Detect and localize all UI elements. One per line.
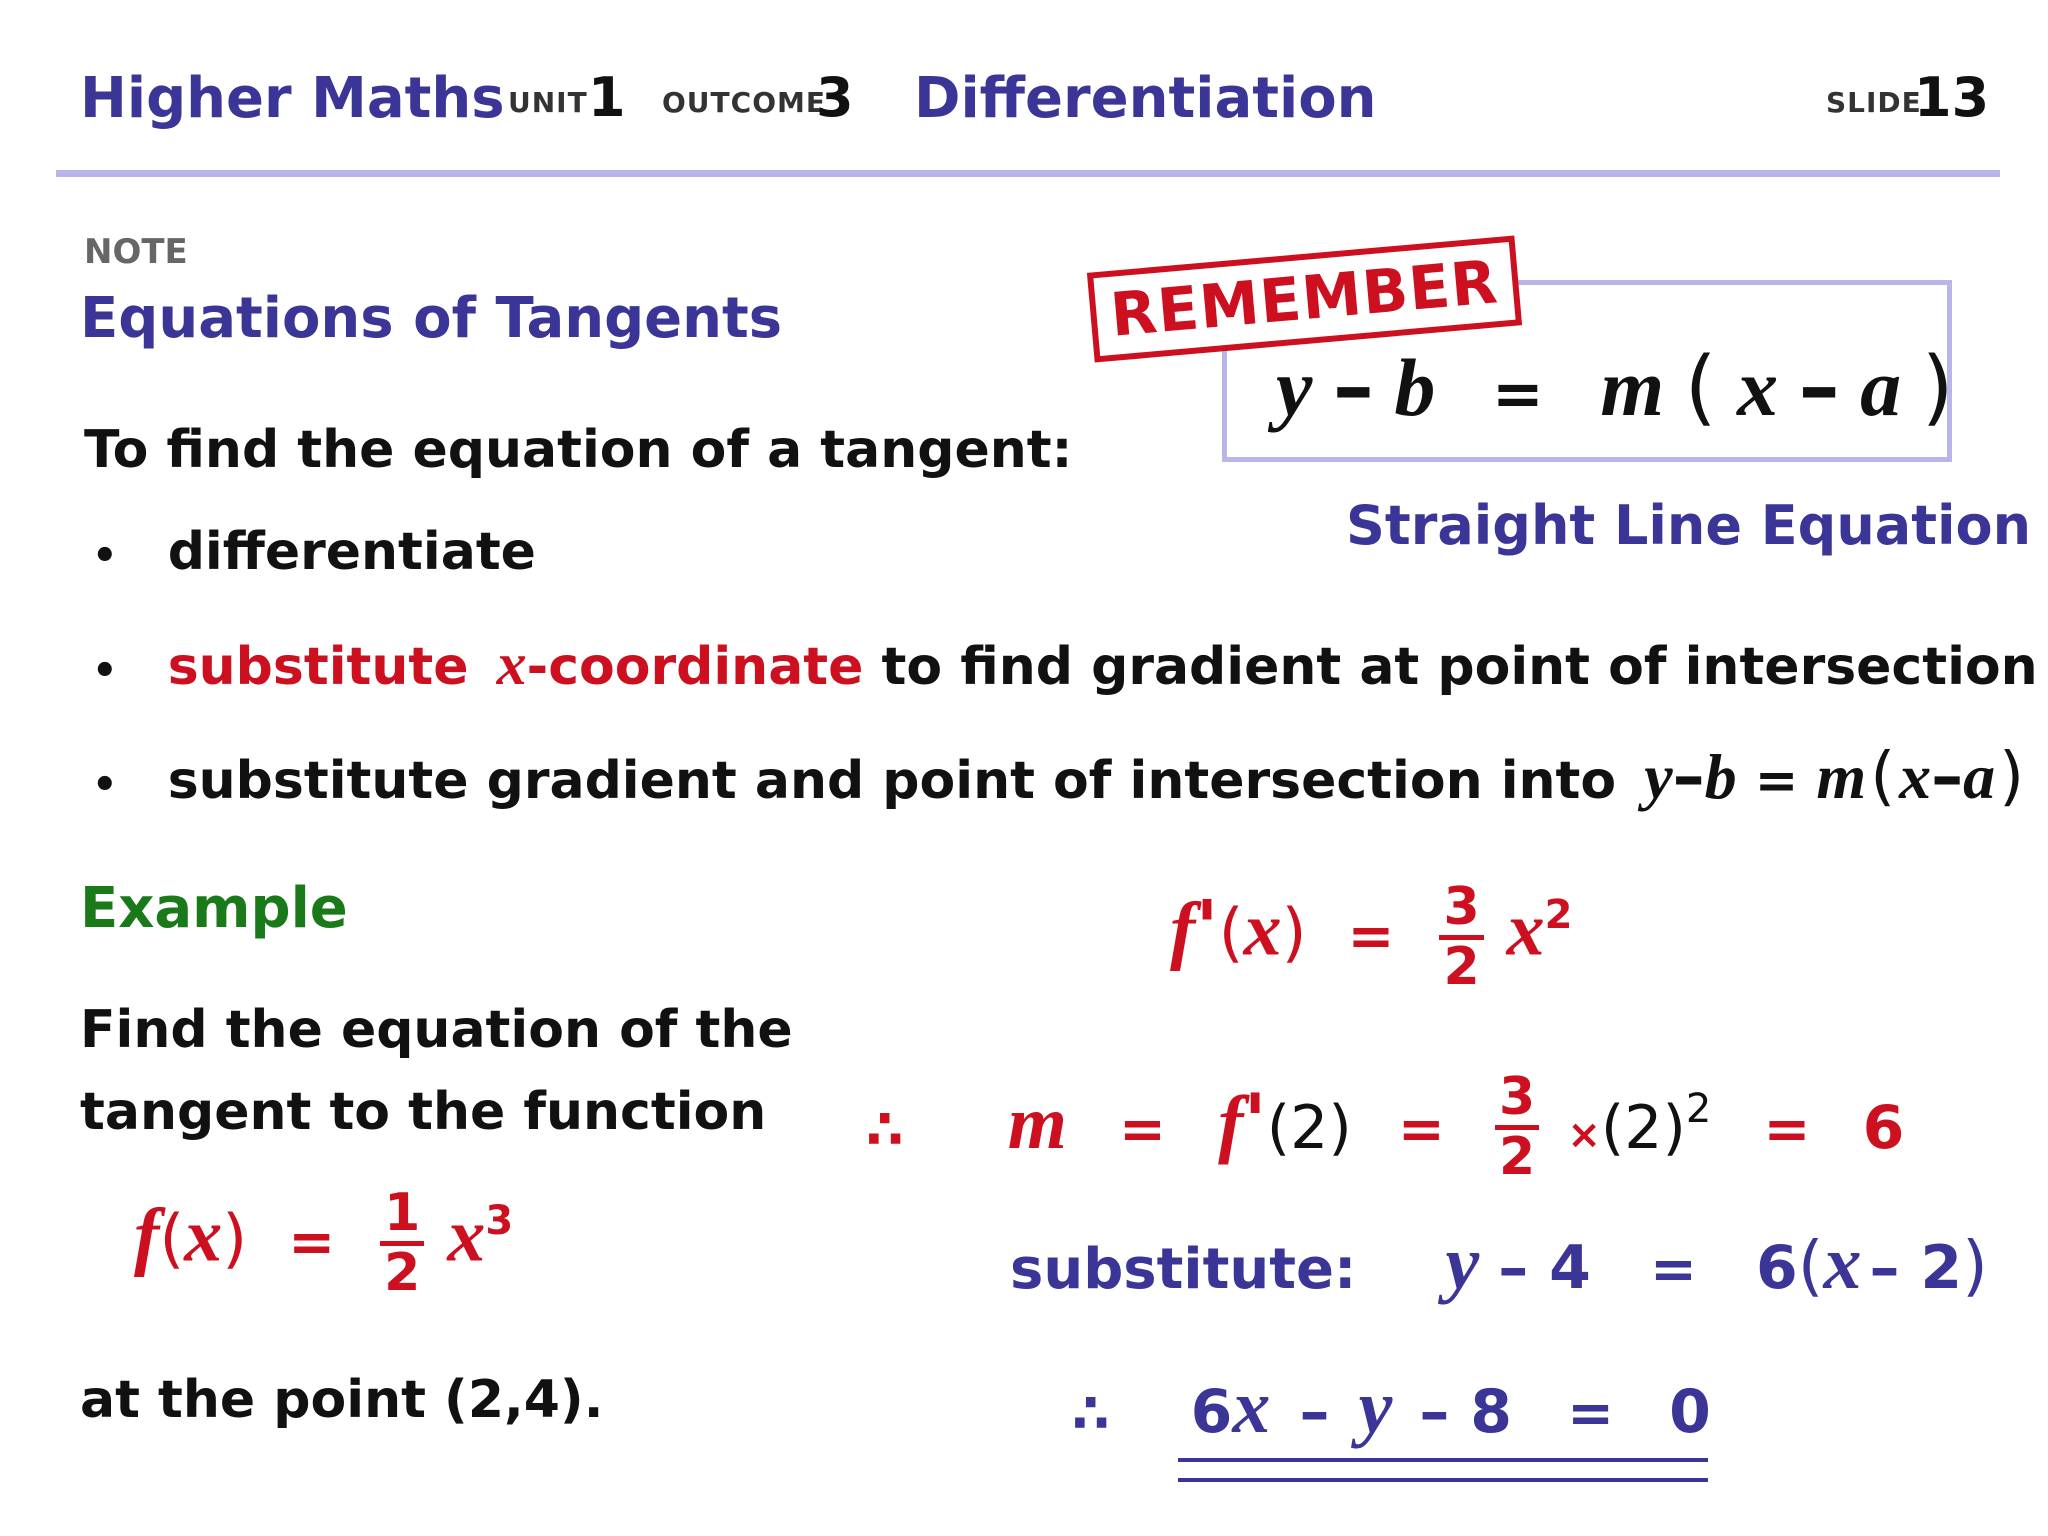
gradient-line: ∴ m = f'(2) = $\frac{3}{2}$ $\times(2)^2 = 6$ [866,1067,1905,1187]
derivative-line: f'(x) = $\frac{3}{2}$ $x^2$ [1170,877,1573,997]
example-line-1: Find the equation of the [80,1000,793,1060]
final-equation: ∴ 6x – y – 8 = 0 [1072,1365,1711,1449]
given-function: f(x) = $\frac{1}{2}$ $x^3$ [134,1183,514,1303]
bullet-text: differentiate [167,522,536,582]
slide-label: SLIDE [1826,86,1922,119]
remember-stamp: REMEMBER [1087,235,1522,362]
unit-number: 1 [588,66,626,129]
example-label: Example [80,876,348,941]
intro-text: To find the equation of a tangent: [84,420,1073,480]
substitute-line: substitute: y – 4 = 6(x – 2) [1010,1221,1988,1305]
slide-number: 13 [1914,66,1990,129]
bullet-dot: • [92,648,118,694]
inline-formula: y–b = m(x–a) [1644,740,2025,814]
topic-title: Differentiation [914,66,1377,131]
bullet-highlight: substitute [167,637,469,697]
outcome-label: OUTCOME [662,86,826,119]
bullet-rest: to find gradient at point of intersection [881,637,2038,697]
note-label: NOTE [84,232,188,272]
bullet-item-3 [92,740,2024,814]
section-title: Equations of Tangents [80,286,783,351]
bullet-highlight-end: -coordinate [526,637,864,697]
unit-label: UNIT [508,86,588,119]
bullet-dot: • [92,762,118,808]
straight-line-formula: y – b = m ( x – a ) [1276,340,1954,435]
bullet-dot: • [92,533,118,579]
bullet-item-1 [92,522,536,582]
bullet-text: substitute gradient and point of intersection into [167,751,1617,811]
bullet-variable: x [496,631,527,697]
example-line-2: tangent to the function [80,1082,767,1142]
formula-caption: Straight Line Equation [1346,494,2032,557]
bullet-item-2 [92,630,2038,699]
therefore-symbol: ∴ [1072,1382,1110,1445]
fraction-three-halves: $\frac{3}{2}$ [1495,1070,1539,1184]
answer-double-underline [1178,1458,1708,1482]
outcome-number: 3 [816,66,854,129]
fraction-half: $\frac{1}{2}$ [380,1186,424,1300]
course-title: Higher Maths [80,66,505,131]
therefore-symbol: ∴ [866,1098,904,1162]
header-rule [56,170,2000,177]
fraction-three-halves: $\frac{3}{2}$ [1439,880,1483,994]
example-point: at the point (2,4). [80,1370,604,1430]
